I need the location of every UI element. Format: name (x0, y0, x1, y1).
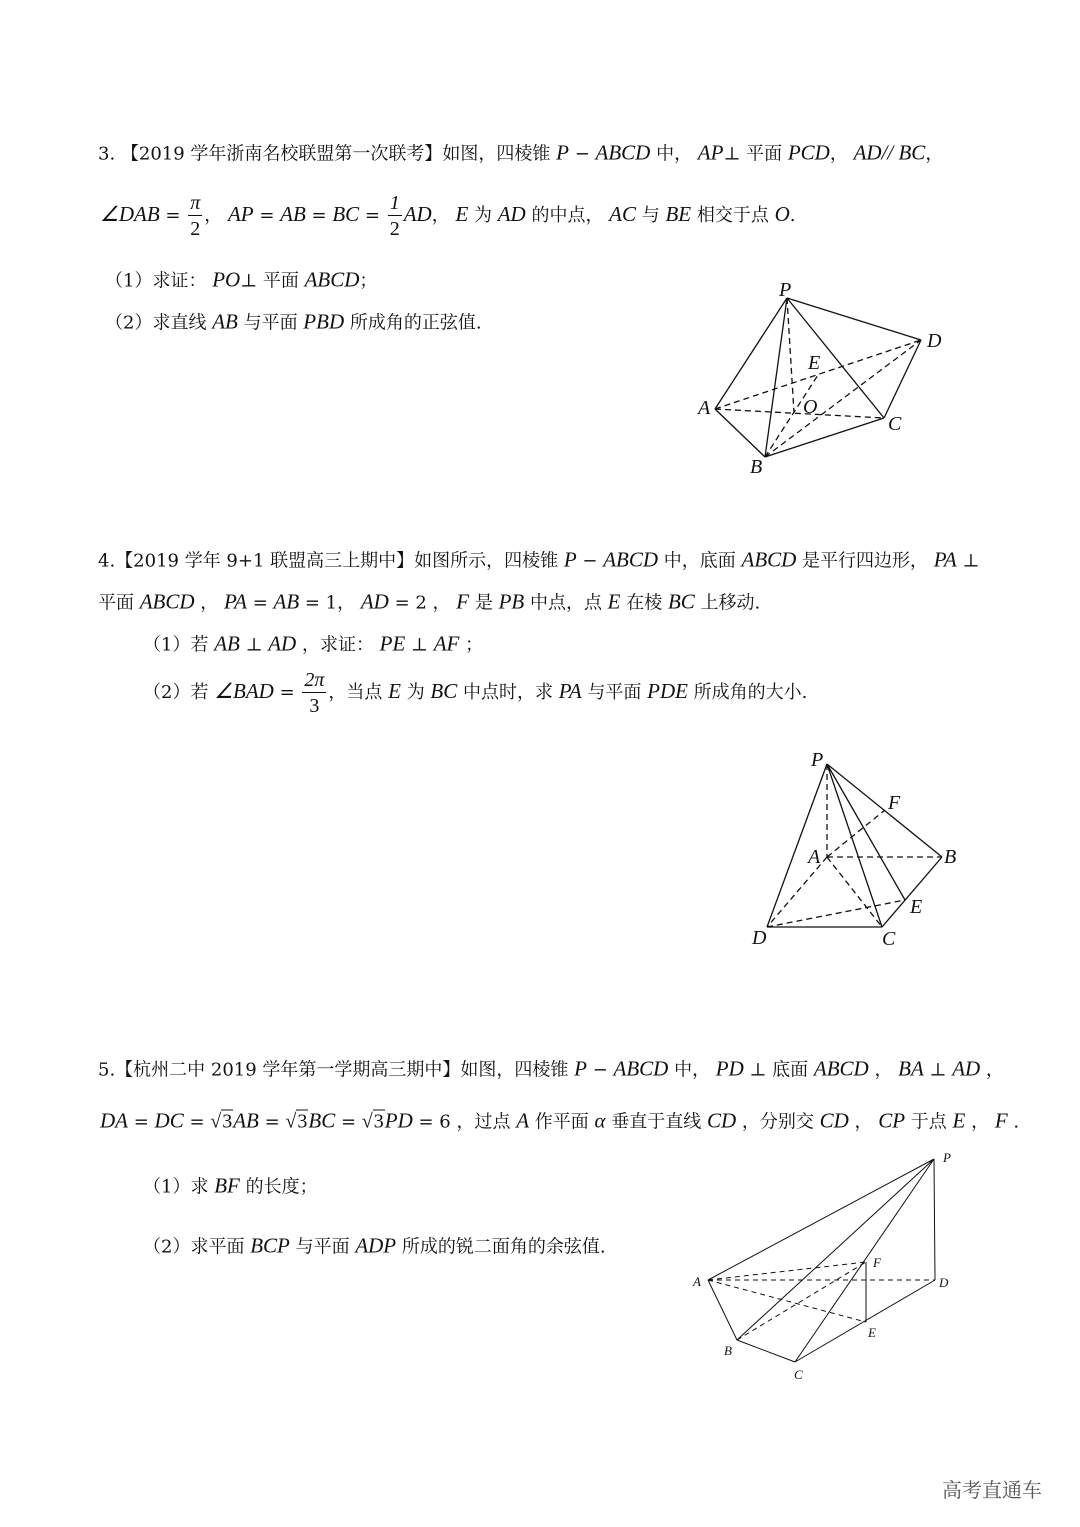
radicand: 3 (373, 1110, 384, 1133)
radicand: 3 (297, 1110, 308, 1133)
text-segment: 中点，点 (524, 592, 608, 614)
math-expression: ADP (355, 1233, 397, 1258)
text-segment: ， (848, 1111, 879, 1133)
text-segment: ； (459, 634, 484, 656)
figure-label-E: E (808, 352, 821, 374)
text-segment: ⊥ (956, 550, 980, 572)
text-segment: 与平面 (237, 312, 304, 334)
math-expression: ABCD (813, 1056, 869, 1081)
math-expression: PA (558, 679, 582, 703)
math-expression: AD (497, 202, 526, 226)
text-segment: ⊥ 平面 (723, 143, 788, 165)
math-expression: CP (878, 1108, 906, 1133)
math-expression: ABCD (139, 589, 195, 614)
text-segment: 为 (468, 205, 498, 226)
text-segment: − (576, 550, 604, 572)
figure-label-B: B (750, 456, 763, 478)
text-segment: 所成的锐二面角的余弦值. (396, 1236, 606, 1258)
math-expression: CD (819, 1108, 849, 1133)
figure-label-C: C (882, 928, 896, 950)
text-segment: = (305, 205, 333, 226)
text-segment: ， (965, 1111, 995, 1133)
text-segment: （1）若 (143, 634, 215, 656)
math-expression: DA (100, 1108, 128, 1133)
text-segment: 作平面 (529, 1111, 595, 1133)
math-expression: BC (430, 679, 458, 703)
text-segment: ，求证： (296, 634, 380, 656)
math-expression: AF (433, 631, 460, 656)
text-segment: − (586, 1059, 614, 1081)
figure-label-P: P (943, 1150, 951, 1165)
math-expression: F (994, 1108, 1008, 1133)
figure-label-A: A (693, 1274, 701, 1289)
figure-label-D: D (752, 927, 767, 949)
fraction-denominator: 2 (389, 218, 400, 240)
text-segment: 与平面 (289, 1236, 356, 1258)
math-expression: AD (952, 1056, 981, 1081)
text-segment: = (246, 592, 274, 614)
math-expression: PA (224, 589, 247, 614)
figure-label-A: A (698, 397, 711, 419)
text-segment: （2）求平面 (143, 1236, 251, 1258)
text-segment: 上移动. (694, 592, 761, 614)
text-segment: 3. 【2019 学年浙南名校联盟第一次联考】如图，四棱锥 (98, 143, 557, 165)
figure-label-D: D (939, 1275, 949, 1290)
text-segment: 为 (400, 682, 431, 703)
text-segment: 中， (650, 143, 698, 165)
figure-label-P: P (779, 279, 792, 301)
fraction-numerator: 2π (304, 669, 325, 691)
math-expression: AD// BC (853, 140, 926, 165)
text-segment: = (159, 205, 187, 226)
math-expression: ∠DAB (100, 202, 160, 226)
math-expression: AP (227, 202, 254, 226)
figure-label-C: C (794, 1367, 803, 1382)
math-expression: PDE (647, 679, 688, 703)
figure-label-F: F (888, 792, 901, 814)
math-expression: BC (332, 202, 360, 226)
text-segment: 于点 (905, 1111, 953, 1133)
fraction-numerator: π (190, 192, 201, 214)
text-segment: （2）若 (143, 682, 215, 703)
text-segment: ， (868, 1059, 899, 1081)
math-expression: E (607, 589, 621, 614)
math-expression: PD (715, 1056, 744, 1081)
watermark: 高考直通车 (942, 1478, 1042, 1502)
text-segment: 平面 (98, 592, 140, 614)
text-segment: = 1， (299, 592, 361, 614)
figure-label-B: B (724, 1343, 732, 1358)
math-expression: PBD (303, 309, 345, 334)
math-expression: BCP (250, 1233, 290, 1258)
figure-label-E: E (910, 896, 923, 918)
math-expression: PE (379, 631, 406, 656)
text-segment: （2）求直线 (105, 312, 213, 334)
text-segment: （1）求 (143, 1176, 215, 1198)
text-segment: = (359, 205, 386, 226)
text-segment: = (273, 682, 301, 703)
figure-label-P: P (811, 749, 824, 771)
math-expression: E (455, 202, 469, 226)
math-expression: AB (233, 1108, 259, 1133)
text-segment: ⊥ (405, 634, 434, 656)
figure-label-C: C (888, 413, 902, 435)
radical-sign-icon: √ (285, 1110, 297, 1133)
math-expression: ABCD (613, 1056, 669, 1081)
text-segment: 与 (636, 205, 666, 226)
text-segment: 是平行四边形， (796, 550, 934, 572)
math-expression: BF (214, 1173, 240, 1198)
text-segment: ， (829, 143, 854, 165)
text-segment: ，分别交 (736, 1111, 820, 1133)
text-segment: ⊥ 平面 (240, 270, 305, 292)
math-expression: ABCD (603, 547, 659, 572)
text-segment: ， (194, 592, 225, 614)
math-expression: BA (898, 1056, 924, 1081)
text-segment: 是 (469, 592, 499, 614)
fraction-numerator: 1 (389, 192, 400, 214)
math-expression: PB (498, 589, 525, 614)
math-expression: AB (280, 202, 306, 226)
math-expression: PD (384, 1108, 413, 1133)
text-segment: 的长度； (239, 1176, 318, 1198)
figure-label-A: A (808, 846, 821, 868)
text-segment: = (258, 1111, 286, 1133)
figure-label-B: B (944, 846, 957, 868)
math-expression: PO (212, 267, 241, 292)
text-segment: . (1007, 1111, 1020, 1133)
math-expression: AB (214, 631, 240, 656)
math-expression: P (556, 140, 569, 165)
text-segment: ， (431, 205, 456, 226)
math-expression: P (563, 547, 577, 572)
text-segment: ， (204, 205, 228, 226)
math-expression: ABCD (304, 267, 360, 292)
text-segment: ⊥ (239, 634, 269, 656)
text-segment: 中点时，求 (457, 682, 559, 703)
math-expression: P (574, 1056, 587, 1081)
math-expression: ABCD (741, 547, 797, 572)
math-expression: O (774, 202, 790, 226)
text-segment: 垂直于直线 (605, 1111, 707, 1133)
text-segment: ⊥ (923, 1059, 953, 1081)
text-segment: 5.【杭州二中 2019 学年第一学期高三期中】如图，四棱锥 (98, 1059, 575, 1081)
fraction-denominator: 3 (309, 695, 320, 717)
math-expression: E (388, 679, 401, 703)
text-segment: = (183, 1111, 211, 1133)
text-segment: 所成角的正弦值. (344, 312, 482, 334)
math-expression: CD (706, 1108, 737, 1133)
text-segment: 所成角的大小. (687, 682, 808, 703)
text-segment: − (568, 143, 596, 165)
math-expression: AP (697, 140, 724, 165)
figure-label-E: E (868, 1325, 876, 1340)
text-segment: . (789, 205, 796, 226)
text-segment: ，当点 (328, 682, 389, 703)
math-expression: AD (403, 202, 432, 226)
math-expression: PA (933, 547, 957, 572)
text-segment: 与平面 (581, 682, 648, 703)
math-expression: E (952, 1108, 966, 1133)
math-expression: A (516, 1108, 530, 1133)
math-expression: AB (212, 309, 238, 334)
text-segment: （1）求证： (105, 270, 213, 292)
math-expression: AC (609, 202, 637, 226)
figure-label-D: D (927, 330, 942, 352)
radicand: 3 (222, 1110, 233, 1133)
text-segment: = (128, 1111, 155, 1133)
text-segment: 4.【2019 学年 9+1 联盟高三上期中】如图所示，四棱锥 (98, 550, 564, 572)
figure-label-F: F (873, 1255, 881, 1270)
text-segment: ； (359, 270, 378, 292)
text-segment: 在棱 (620, 592, 668, 614)
text-segment: 中， (668, 1059, 716, 1081)
text-segment: 相交于点 (691, 205, 775, 226)
math-expression: AD (360, 589, 389, 614)
math-expression: BE (665, 202, 692, 226)
text-segment: = 6 ，过点 (412, 1111, 517, 1133)
math-expression: DC (154, 1108, 184, 1133)
math-expression: α (594, 1108, 606, 1133)
text-segment: 的中点， (525, 205, 610, 226)
math-expression: AB (273, 589, 300, 614)
math-expression: F (456, 589, 470, 614)
text-segment: = (335, 1111, 362, 1133)
text-segment: ⊥ 底面 (743, 1059, 814, 1081)
math-expression: ABCD (595, 140, 651, 165)
math-expression: BC (308, 1108, 336, 1133)
math-expression: AD (268, 631, 297, 656)
text-segment: = 2 ， (388, 592, 457, 614)
math-expression: ∠BAD (214, 679, 274, 703)
text-segment: = (253, 205, 281, 226)
text-segment: 中，底面 (658, 550, 742, 572)
text-segment: ， (980, 1059, 1004, 1081)
fraction-denominator: 2 (190, 218, 201, 240)
math-expression: PCD (787, 140, 830, 165)
radical-sign-icon: √ (210, 1110, 222, 1133)
math-expression: BC (667, 589, 695, 614)
radical-sign-icon: √ (361, 1110, 373, 1133)
figure-label-O: O (803, 396, 818, 418)
text-segment: ， (925, 143, 944, 165)
